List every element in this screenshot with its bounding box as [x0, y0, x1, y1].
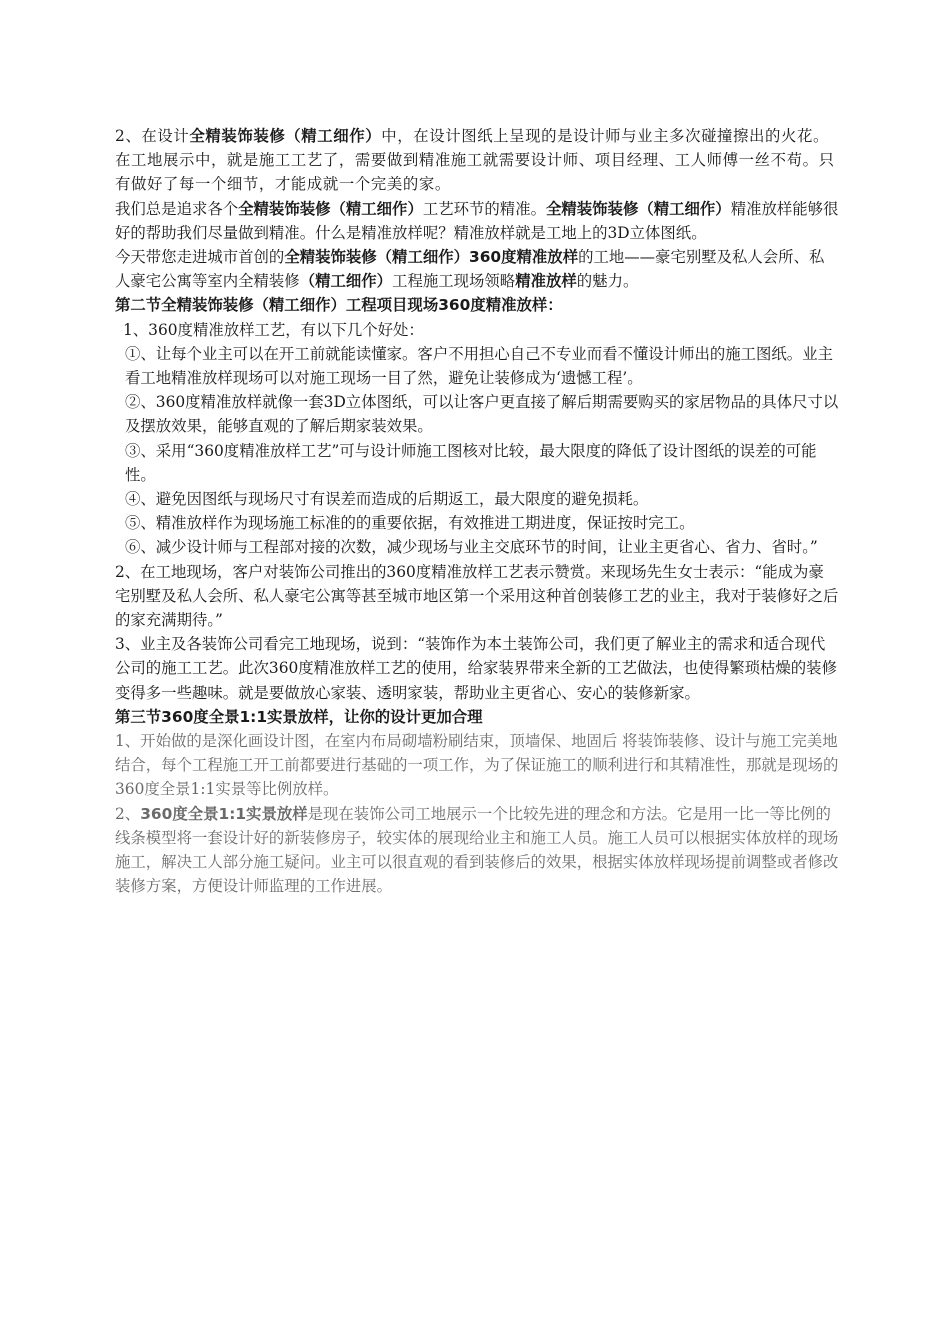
benefit-item-5: ⑤、精准放样作为现场施工标准的的重要依据，有效推进工期进度，保证按时完工。 — [125, 514, 695, 533]
paragraph-pursuit — [115, 197, 839, 245]
text-run: 中，在设计图纸上呈现的是设计师与业主多次碰撞擦出的火花。在工地展示中，就是施工工艺了，需要做到精准施工就需要设计师、项目经理、工人师傅一丝不苟。只有做好了每一个细节，才能成就一个完美的家。 — [115, 127, 835, 194]
text-run: 是现在装饰公司工地展示一个比较先进的理念和方法。它是用一比一等比例的线条模型将一套设计好的新装修房子，较实体的展现给业主和施工人员。施工人员可以根据实体放样的现场施工，解决工人部分施工疑问。业主可以很直观的看到装修后的效果，根据实体放样现场提前调整或者修改装修方案，方便设计师监理的工作进展。 — [115, 804, 839, 896]
paragraph-design-precision — [115, 124, 839, 197]
bold-run: （精工细作） — [299, 272, 393, 291]
text-run: 工程施工现场领略 — [392, 272, 516, 291]
text-run: 2、在设计 — [115, 127, 190, 145]
text-run: 工艺环节的精准。 — [422, 199, 546, 218]
bold-run: 360度全景1:1实景放样 — [140, 804, 308, 823]
text-run: 今天带您走进城市首创的 — [115, 248, 285, 267]
bold-run: 全精装饰装修（精工细作） — [238, 199, 423, 218]
section-2-item-2: 2、在工地现场，客户对装饰公司推出的360度精准放样工艺表示赞赏。来现场先生女士表示：“能成为豪宅别墅及私人会所、私人豪宅公寓等甚至城市地区第一个采用这种首创装修工艺的业主，我对于装修好之后的家充满期待。” — [115, 562, 839, 630]
section-2-item-3: 3、业主及各装饰公司看完工地现场，说到：“装饰作为本土装饰公司，我们更了解业主的需求和适合现代公司的施工工艺。此次360度精准放样工艺的使用，给家装界带来全新的工艺做法，也使得繁琐枯燥的装修变得多一些趣味。就是要做放心家装、透明家装，帮助业主更省心、安心的装修新家。 — [115, 635, 837, 702]
text-run: 的魅力。 — [576, 272, 639, 291]
document-page — [115, 124, 839, 899]
benefit-item-6: ⑥、减少设计师与工程部对接的次数，减少现场与业主交底环节的时间，让业主更省心、省力、省时。” — [125, 538, 818, 557]
bold-run: 精准放样 — [515, 272, 577, 291]
bold-run: 全精装饰装修（精工细作）360度精准放样 — [284, 248, 579, 267]
paragraph-site-visit — [115, 245, 839, 293]
benefit-item-2: ②、360度精准放样就像一套3D立体图纸，可以让客户更直接了解后期需要购买的家居物品的具体尺寸以及摆放效果，能够直观的了解后期家装效果。 — [125, 393, 839, 436]
text-run: 2、 — [115, 804, 141, 823]
text-run: 的工地——豪宅别墅及私人会所、私人豪宅公寓等室内全精装修 — [115, 248, 825, 291]
text-run: 我们总是追求各个 — [115, 199, 239, 218]
bold-run: 全精装饰装修（精工细作） — [189, 127, 382, 145]
text-run: 精准放样能够很好的帮助我们尽量做到精准。什么是精准放样呢？精准放样就是工地上的3D立体图纸。 — [115, 199, 839, 242]
section-2-heading: 第二节全精装饰装修（精工细作）工程项目现场360度精准放样： — [115, 296, 563, 315]
section-3-heading: 第三节360度全景1:1实景放样，让你的设计更加合理 — [115, 707, 483, 726]
section-2-item-1-intro: 1、360度精准放样工艺，有以下几个好处： — [123, 320, 424, 339]
section-3-item-2 — [115, 802, 839, 899]
section-3-item-1: 1、开始做的是深化画设计图，在室内布局砌墙粉刷结束，顶墙保、地固后 将装饰装修、设计与施工完美地结合，每个工程施工开工前都要进行基础的一项工作，为了保证施工的顺利进行和其精准性，那就是现场的360度全景1:1实景等比例放样。 — [115, 732, 839, 799]
benefit-item-4: ④、避免因图纸与现场尺寸有误差而造成的后期返工，最大限度的避免损耗。 — [125, 490, 649, 509]
bold-run: 全精装饰装修（精工细作） — [545, 199, 731, 218]
benefit-item-1: ①、让每个业主可以在开工前就能读懂家。客户不用担心自己不专业而看不懂设计师出的施工图纸。业主看工地精准放样现场可以对施工现场一目了然，避免让装修成为‘遗憾工程’。 — [125, 344, 833, 388]
benefit-item-3: ③、采用“360度精准放样工艺”可与设计师施工图核对比较，最大限度的降低了设计图纸的误差的可能性。 — [125, 441, 817, 484]
